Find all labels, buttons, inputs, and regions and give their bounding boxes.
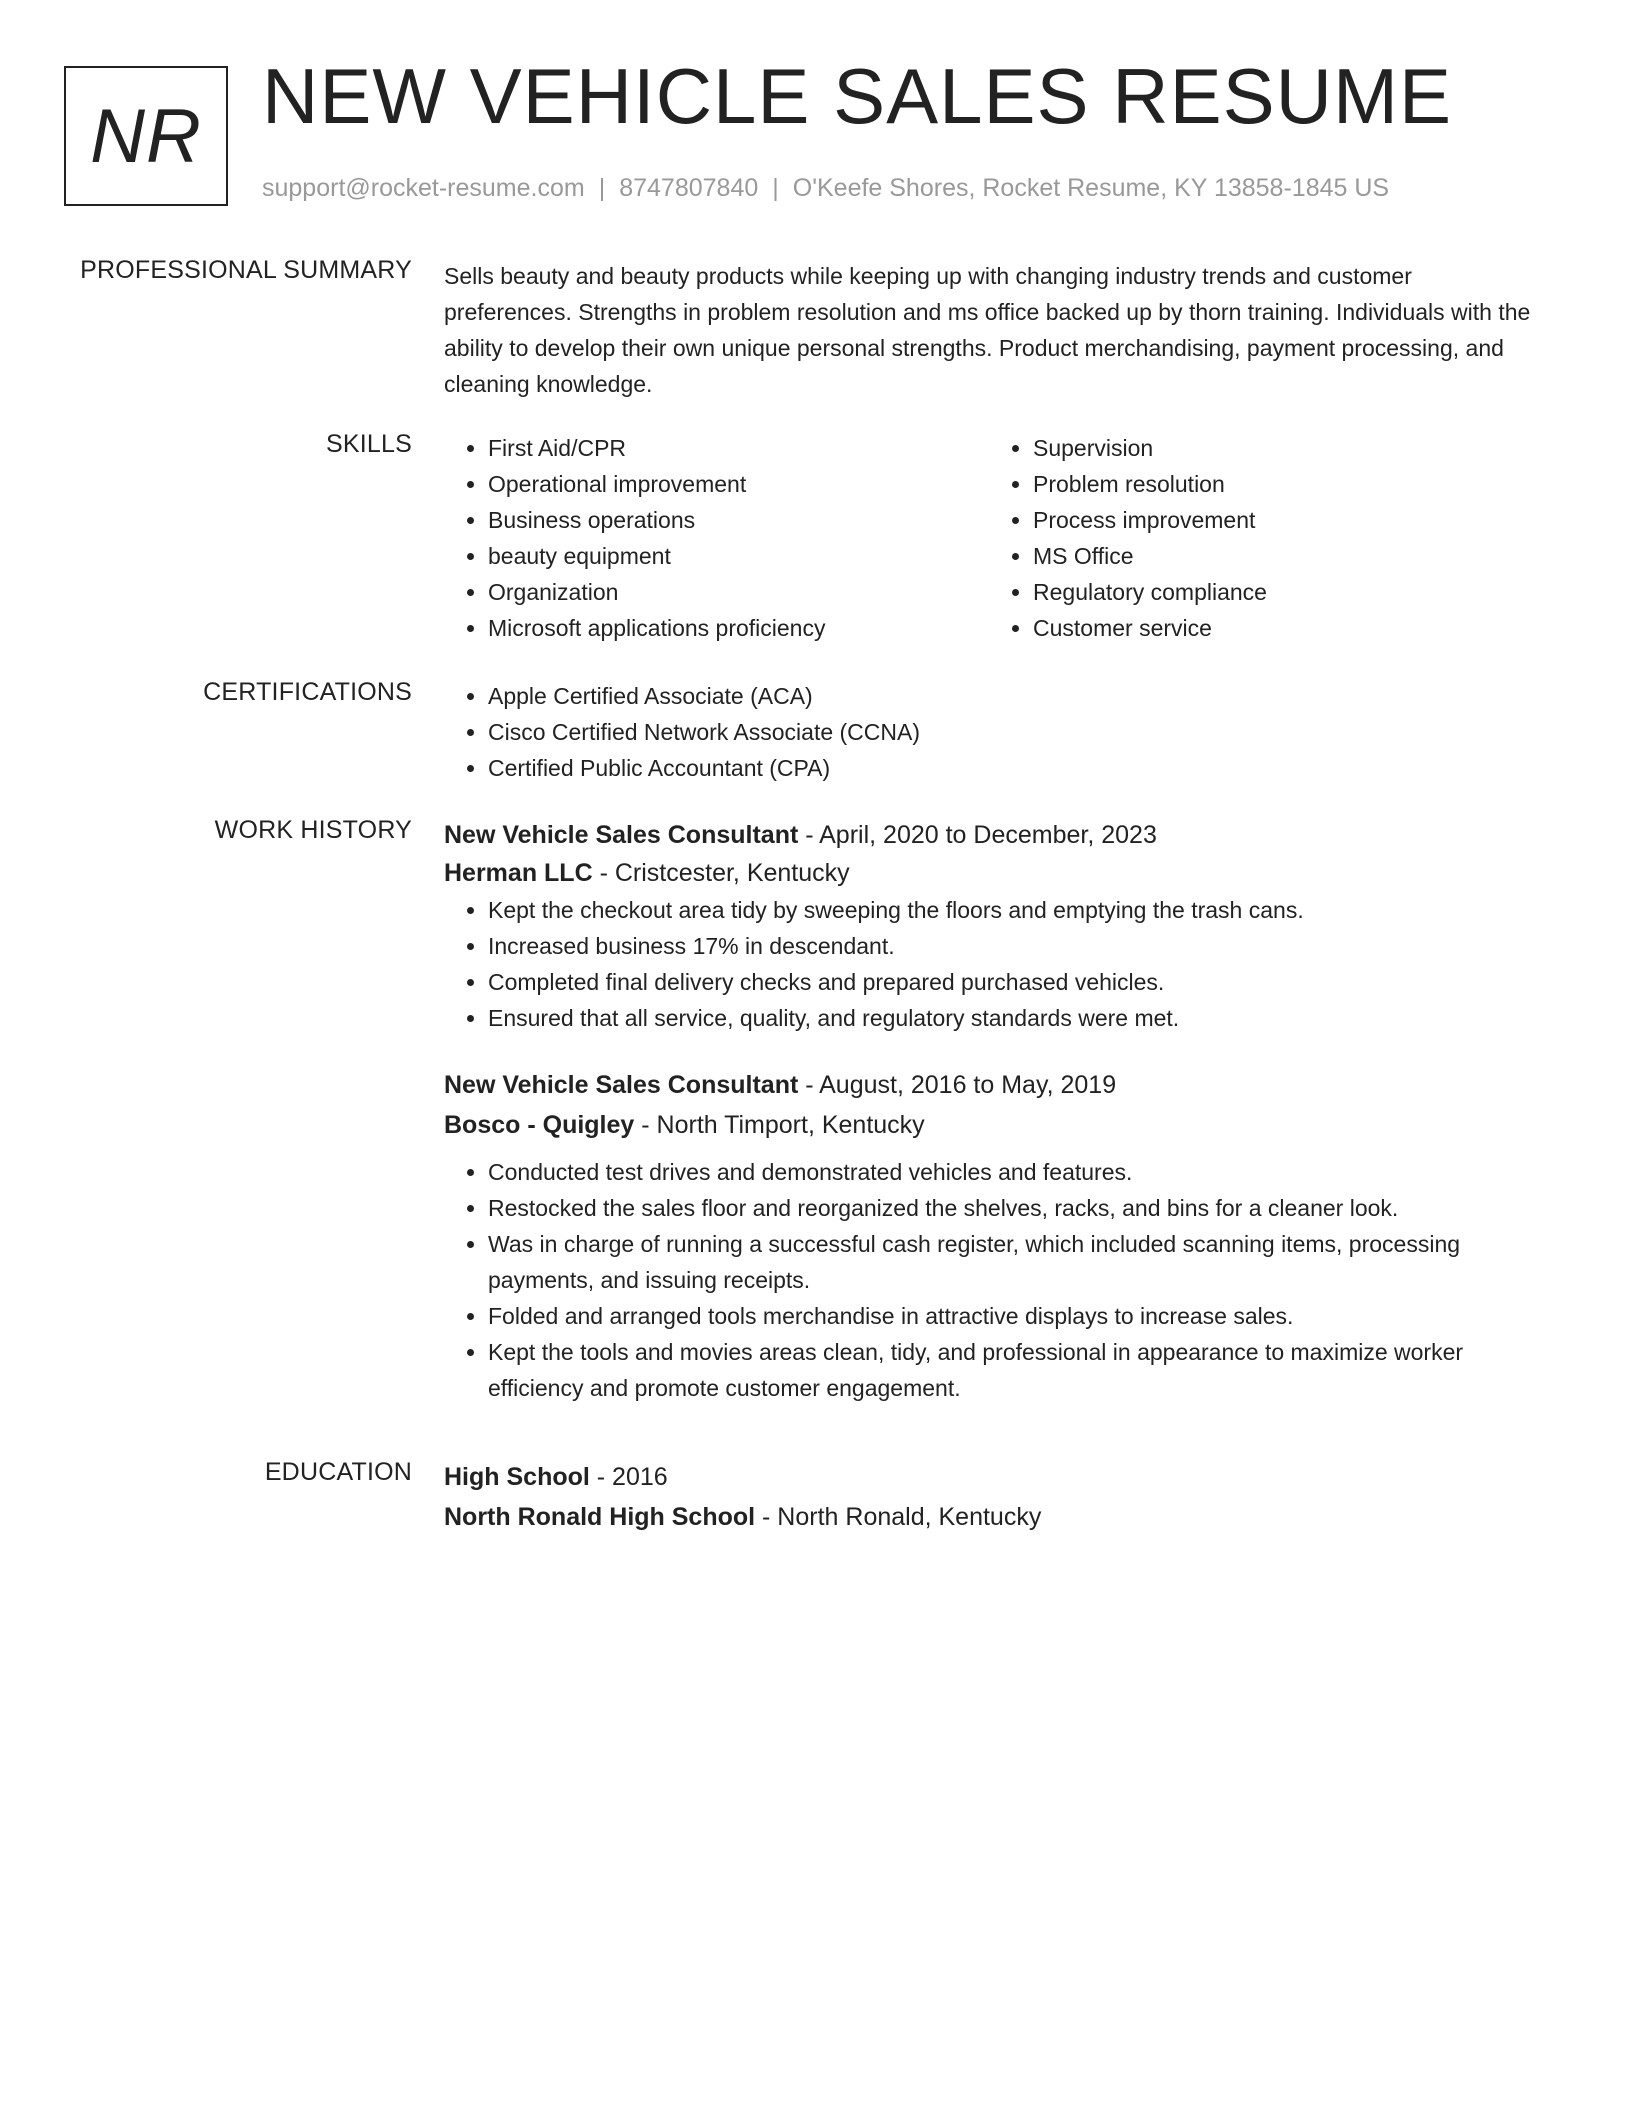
job-bullet: • Ensured that all service, quality, and regulatory standards were met. xyxy=(488,1000,1544,1036)
job-dates: - August, 2016 to May, 2019 xyxy=(798,1071,1117,1099)
education-degree: High School xyxy=(444,1463,590,1491)
contact-email[interactable]: support@rocket-resume.com xyxy=(262,174,585,202)
job-location: - Cristcester, Kentucky xyxy=(592,859,850,887)
skill-item: • Regulatory compliance xyxy=(1033,574,1534,610)
skill-item: • beauty equipment xyxy=(488,538,989,574)
skills-column-right xyxy=(989,430,1534,646)
skills-list-left xyxy=(444,430,989,646)
job-bullet: • Was in charge of running a successful cash register, which included scanning items, processing payments, and issuing receipts. xyxy=(488,1226,1544,1298)
certifications-list xyxy=(444,678,1544,786)
education-label: EDUCATION xyxy=(264,1458,412,1486)
job-bullets xyxy=(444,1154,1544,1406)
job-company-line xyxy=(444,854,1544,892)
skills-list-right xyxy=(989,430,1534,646)
skill-item: • MS Office xyxy=(1033,538,1534,574)
education-school-line xyxy=(444,1498,1544,1536)
summary-label: PROFESSIONAL SUMMARY xyxy=(80,256,412,284)
skills-label: SKILLS xyxy=(326,430,412,458)
skills-column-left xyxy=(444,430,989,646)
job-dates: - April, 2020 to December, 2023 xyxy=(798,821,1157,849)
job-bullet: • Kept the checkout area tidy by sweeping the floors and emptying the trash cans. xyxy=(488,892,1544,928)
job-bullet: • Conducted test drives and demonstrated vehicles and features. xyxy=(488,1154,1544,1190)
job-bullet: • Completed final delivery checks and prepared purchased vehicles. xyxy=(488,964,1544,1000)
skill-item: • Supervision xyxy=(1033,430,1534,466)
contact-address: O'Keefe Shores, Rocket Resume, KY 13858-1845 US xyxy=(792,174,1390,202)
job-location: - North Timport, Kentucky xyxy=(634,1111,925,1139)
job-entry xyxy=(444,816,1544,1036)
skill-item: • Business operations xyxy=(488,502,989,538)
education-degree-line xyxy=(444,1458,1544,1496)
skills-grid xyxy=(444,430,1544,646)
skill-item: • Microsoft applications proficiency xyxy=(488,610,989,646)
job-company-line xyxy=(444,1106,1544,1144)
job-bullet: • Increased business 17% in descendant. xyxy=(488,928,1544,964)
skills-body xyxy=(444,430,1544,646)
monogram-initials: NR xyxy=(90,93,202,179)
skill-item: • Operational improvement xyxy=(488,466,989,502)
contact-phone[interactable]: 8747807840 xyxy=(619,174,759,202)
skill-item: • Process improvement xyxy=(1033,502,1534,538)
education-year: - 2016 xyxy=(589,1463,668,1491)
summary-body xyxy=(444,258,1544,402)
job-bullet: • Kept the tools and movies areas clean, tidy, and professional in appearance to maximize worker efficiency and promote customer engagement. xyxy=(488,1334,1544,1406)
contact-separator: | xyxy=(772,174,779,202)
summary-text: Sells beauty and beauty products while keeping up with changing industry trends and customer preferences. Strengths in problem resolution and ms office backed up by thorn training. Individuals with the ability to develop their own unique personal strengths. Product merchandising, payment processing, and cleaning knowledge. xyxy=(444,263,1531,397)
job-company: Bosco - Quigley xyxy=(444,1111,635,1139)
work-history-label: WORK HISTORY xyxy=(214,816,412,844)
job-bullets xyxy=(444,892,1544,1036)
work-history-body xyxy=(444,816,1544,1406)
contact-line xyxy=(262,174,1389,203)
certification-item: • Cisco Certified Network Associate (CCNA) xyxy=(488,714,1544,750)
job-bullet: • Folded and arranged tools merchandise in attractive displays to increase sales. xyxy=(488,1298,1544,1334)
skill-item: • First Aid/CPR xyxy=(488,430,989,466)
job-company: Herman LLC xyxy=(444,859,593,887)
skill-item: • Customer service xyxy=(1033,610,1534,646)
resume-title: NEW VEHICLE SALES RESUME xyxy=(262,52,1452,140)
skill-item: • Organization xyxy=(488,574,989,610)
education-location: - North Ronald, Kentucky xyxy=(755,1503,1042,1531)
certifications-label: CERTIFICATIONS xyxy=(203,678,412,706)
job-bullet: • Restocked the sales floor and reorganized the shelves, racks, and bins for a cleaner look. xyxy=(488,1190,1544,1226)
skill-item: • Problem resolution xyxy=(1033,466,1534,502)
contact-separator: | xyxy=(598,174,606,202)
job-title-line xyxy=(444,1066,1544,1104)
education-school: North Ronald High School xyxy=(444,1503,756,1531)
job-title: New Vehicle Sales Consultant xyxy=(444,1071,799,1099)
certification-item: • Certified Public Accountant (CPA) xyxy=(488,750,1544,786)
job-title: New Vehicle Sales Consultant xyxy=(444,821,799,849)
education-body xyxy=(444,1458,1544,1536)
certifications-body xyxy=(444,678,1544,786)
job-title-line xyxy=(444,816,1544,854)
certification-item: • Apple Certified Associate (ACA) xyxy=(488,678,1544,714)
job-entry xyxy=(444,1066,1544,1406)
monogram-logo xyxy=(64,66,228,206)
